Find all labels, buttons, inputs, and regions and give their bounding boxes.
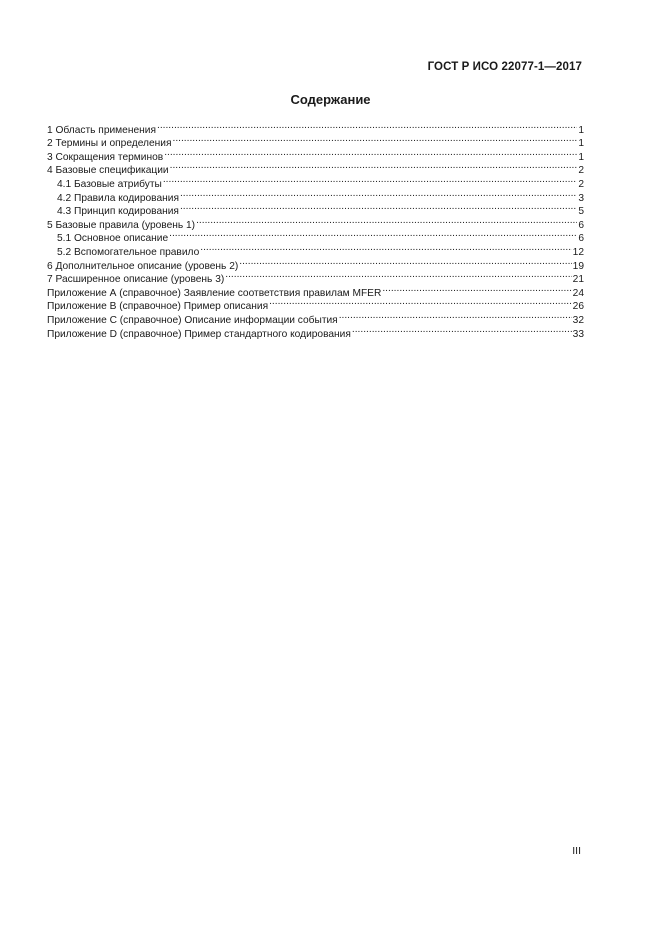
toc-entry-label: Приложение D (справочное) Пример стандартного кодирования: [47, 328, 351, 340]
toc-entry-label: 4.1 Базовые атрибуты: [57, 178, 162, 190]
toc-dot-leader: [200, 241, 571, 255]
toc-entry-label: 5.1 Основное описание: [57, 233, 169, 245]
toc-entry-page: 1: [578, 151, 584, 163]
toc-dot-leader: [180, 187, 577, 201]
toc-entry-page: 6: [578, 219, 584, 231]
toc-entry-label: Приложение С (справочное) Описание информации события: [47, 314, 338, 326]
toc-dot-leader: [352, 323, 572, 337]
toc-entry-label: 6 Дополнительное описание (уровень 2): [47, 260, 239, 272]
toc-title: Содержание: [290, 92, 371, 107]
toc-entry-page: 3: [578, 192, 584, 204]
toc-dot-leader: [163, 173, 577, 187]
toc-entry-page: 2: [578, 165, 584, 177]
toc-entry-page: 12: [572, 246, 584, 258]
toc-entry-page: 21: [572, 274, 584, 286]
toc-entry-label: 5 Базовые правила (уровень 1): [47, 219, 196, 231]
toc-dot-leader: [180, 201, 577, 215]
toc-entry-page: 26: [572, 301, 584, 313]
toc-dot-leader: [339, 309, 572, 323]
toc-entry-label: Приложение В (справочное) Пример описания: [47, 301, 269, 313]
toc-entry-page: 1: [578, 138, 584, 150]
toc-dot-leader: [382, 282, 571, 296]
standard-code: ГОСТ Р ИСО 22077-1—2017: [427, 61, 582, 73]
toc-entry-label: 3 Сокращения терминов: [47, 151, 164, 163]
toc-dot-leader: [170, 160, 578, 174]
toc-entry-label: 2 Термины и определения: [47, 138, 172, 150]
toc-dot-leader: [157, 119, 577, 133]
toc-entry-page: 32: [572, 314, 584, 326]
toc-entry-label: 7 Расширенное описание (уровень 3): [47, 274, 225, 286]
toc-entry-page: 2: [578, 178, 584, 190]
toc-dot-leader: [169, 228, 577, 242]
toc-entry-label: Приложение А (справочное) Заявление соответствия правилам MFER: [47, 287, 382, 299]
toc-entry-page: 19: [572, 260, 584, 272]
toc-entry-page: 5: [578, 206, 584, 218]
toc-entry-label: 4 Базовые спецификации: [47, 165, 169, 177]
toc-entry-label: 5.2 Вспомогательное правило: [57, 246, 200, 258]
toc-entry-page: 33: [572, 328, 584, 340]
toc-dot-leader: [196, 214, 577, 228]
table-of-contents: [47, 119, 584, 340]
toc-entry-page: 6: [578, 233, 584, 245]
toc-dot-leader: [164, 146, 577, 160]
toc-dot-leader: [225, 269, 571, 283]
toc-dot-leader: [239, 255, 571, 269]
toc-dot-leader: [172, 133, 577, 147]
toc-entry-page: 1: [578, 124, 584, 136]
toc-entry: [47, 119, 584, 136]
toc-entry-page: 24: [572, 287, 584, 299]
page-number: III: [572, 845, 581, 857]
toc-dot-leader: [269, 296, 572, 310]
toc-entry-label: 4.2 Правила кодирования: [57, 192, 179, 204]
toc-entry-label: 4.3 Принцип кодирования: [57, 206, 179, 218]
toc-entry-label: 1 Область применения: [47, 124, 156, 136]
